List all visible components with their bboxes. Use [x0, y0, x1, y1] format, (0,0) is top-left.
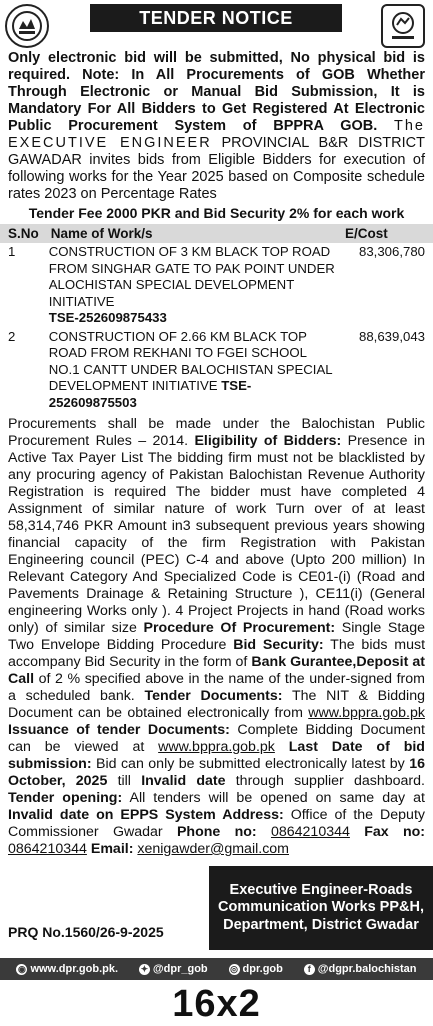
intro-executive-engineer: The EXECUTIVE ENGINEER — [8, 118, 425, 151]
ad-size-label: 16x2 — [172, 983, 261, 1025]
intro-text: PROVINCIAL B&R DISTRICT GAWADAR invites bids from Eligible Bidders for execution of following works for the Year 2025 based on Composite schedule rates 2023 on Percentage Rates — [8, 135, 425, 202]
bppra-link-2[interactable]: www.bppra.gob.pk — [158, 739, 275, 755]
fax-label: Fax no: — [364, 824, 426, 840]
web-label: www.dpr.gob.pk. — [30, 963, 119, 975]
page-title: TENDER NOTICE — [90, 4, 342, 32]
table-row — [0, 328, 433, 413]
row-sno: 1 — [8, 244, 16, 259]
eligibility-text: Presence in Active Tax Payer List The bidding firm must not be blacklisted by any procuring agency of Pakistan Balochistan Revenue Authority Registration is required The bidder must have completed 4 Assignment of similar nature of work Turn over of at least 58,314,746 PKR Amount in3 subsequent previous years showing financial capacity of the firm Registration with Pakistan Engineering council (PEC) C-4 and above (Upto 200 million) In Relevant Category And Specialized Code is CE01-(i) (Road and Pavements Drainage & Retaining Structure ), CE11(i) (General engineering Works only ). 4 Project Projects in hand (Road works only) of similar size — [8, 433, 425, 636]
tender-opening-label: Tender opening: — [8, 790, 123, 806]
executive-engineer-box — [209, 866, 433, 950]
ee-line-3: Department, District Gwadar — [223, 916, 419, 933]
col-sno: S.No — [0, 224, 45, 243]
invalid-date-text: through supplier dashboard. — [235, 773, 425, 789]
office-address: Office of the Deputy Commissioner Gwadar — [8, 807, 425, 840]
row-name — [45, 328, 339, 413]
social-instagram[interactable] — [229, 963, 283, 975]
tender-opening-text: All tenders will be opened on same day at — [129, 790, 425, 806]
bppra-link[interactable]: www.bppra.gob.pk — [308, 705, 425, 721]
instagram-label: dpr.gob — [242, 963, 283, 975]
rules-text: Procurements shall be made under the Balochistan Public Procurement Rules – 2014. — [8, 416, 425, 449]
issuance-label: Issuance of tender Documents: — [8, 722, 230, 738]
social-twitter[interactable] — [139, 963, 208, 975]
bid-security-text-2: of 2 % specified above in the name of the under-signed from a scheduled bank. — [8, 671, 425, 704]
twitter-label: @dpr_gob — [152, 963, 208, 975]
work-name: CONSTRUCTION OF 2.66 KM BLACK TOP ROAD FROM REKHANI TO FGEI SCHOOL NO.1 CANTT UNDER BALOCHISTAN SPECIAL DEVELOPMENT INITIATIVE — [48, 328, 333, 393]
instagram-icon: ◎ — [230, 963, 238, 974]
tender-documents-text: The NIT & Bidding Document can be obtained electronically from — [8, 688, 425, 721]
procedure-text: Single Stage Two Envelope Bidding Procedure — [8, 620, 425, 653]
works-table — [0, 224, 433, 412]
ee-line-2: Communication Works PP&H, — [218, 899, 424, 916]
social-bar — [0, 958, 433, 980]
intro-paragraph — [0, 48, 433, 203]
last-date-text: Bid can only be submitted electronically latest by — [96, 756, 405, 772]
intro-bold-note: Only electronic bid will be submitted, No physical bid is required. Note: In All Procurements of GOB Whether Through Electronic or Manual Bid Submission, It is Mandatory For All Bidders to Get Registered At Electronic Public Procurement System of BPPRA GOB. — [8, 50, 425, 134]
phone-label: Phone no: — [176, 824, 257, 840]
epps-address-label: Invalid date on EPPS System Address: — [8, 807, 284, 823]
row-sno: 2 — [8, 328, 16, 344]
department-seal-logo — [381, 4, 425, 48]
col-cost: E/Cost — [339, 224, 433, 243]
facebook-icon: f — [304, 964, 315, 975]
conditions-paragraph — [0, 412, 433, 858]
col-name: Name of Work/s — [45, 224, 339, 243]
bid-security-label: Bid Security: — [233, 637, 324, 653]
till-text: till — [117, 773, 131, 789]
row-cost: 88,639,043 — [358, 328, 425, 344]
last-date-label: Last Date of bid submission: — [8, 739, 425, 772]
fee-line: Tender Fee 2000 PKR and Bid Security 2% for each work — [28, 205, 405, 221]
email-label: Email: — [90, 841, 134, 857]
work-name: CONSTRUCTION OF 3 KM BLACK TOP ROAD FROM SINGHAR GATE TO PAK POINT UNDER ALOCHISTAN SPECIAL DEVELOPMENT INITIATIVE — [48, 244, 335, 309]
fax-number[interactable]: 0864210344 — [8, 841, 87, 857]
bid-security-text: The bids must accompany Bid Security in the form of — [8, 637, 426, 670]
tse-id: TSE-252609875433 — [48, 310, 167, 325]
row-cost: 83,306,780 — [358, 244, 425, 259]
last-date-value: 16 October, 2025 — [8, 756, 425, 789]
social-facebook[interactable] — [304, 963, 417, 975]
email-address[interactable]: xenigawder@gmail.com — [137, 841, 289, 857]
footer — [0, 862, 433, 952]
phone-number[interactable]: 0864210344 — [270, 824, 350, 840]
bank-guarantee-text: Bank Gurantee,Deposit at Call — [8, 654, 425, 687]
tse-id: TSE-252609875503 — [48, 378, 252, 410]
ee-line-1: Executive Engineer-Roads — [229, 881, 413, 898]
tender-documents-label: Tender Documents: — [144, 688, 283, 704]
social-web[interactable] — [16, 963, 118, 975]
government-emblem-logo — [5, 4, 49, 48]
header — [0, 0, 433, 48]
globe-icon: ◉ — [18, 963, 26, 974]
issuance-text: Complete Bidding Document can be viewed at — [8, 722, 425, 755]
table-row — [0, 243, 433, 328]
table-header-row — [0, 224, 433, 243]
invalid-date-label: Invalid date — [141, 773, 226, 789]
procedure-label: Procedure Of Procurement: — [143, 620, 336, 636]
prq-number: PRQ No.1560/26-9-2025 — [8, 924, 164, 940]
twitter-icon: ✦ — [140, 963, 149, 974]
facebook-label: @dgpr.balochistan — [317, 963, 417, 975]
row-name — [45, 243, 339, 328]
eligibility-label: Eligibility of Bidders: — [194, 433, 342, 449]
